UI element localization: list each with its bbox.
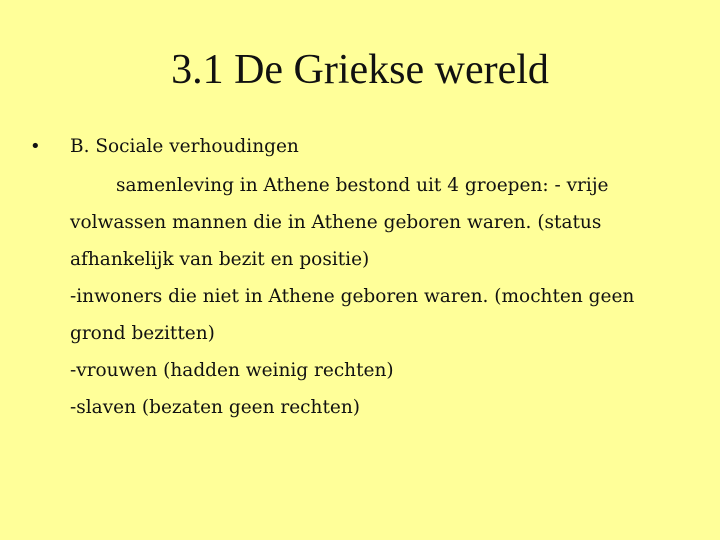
slide-title: 3.1 De Griekse wereld bbox=[171, 47, 549, 93]
bullet-marker-icon: • bbox=[30, 136, 41, 157]
paragraph-inwoners: -inwoners die niet in Athene geboren waren. (mochten geen grond bezitten) bbox=[70, 286, 635, 344]
slide-content bbox=[28, 128, 688, 426]
paragraph-slaven: -slaven (bezaten geen rechten) bbox=[70, 397, 360, 418]
bullet-heading: B. Sociale verhoudingen bbox=[70, 136, 299, 157]
paragraph-groups: samenleving in Athene bestond uit 4 groepen: - vrije volwassen mannen die in Athene geboren waren. (status afhankelijk van bezit en positie) bbox=[70, 175, 609, 270]
bullet-item bbox=[28, 128, 688, 165]
paragraph-vrouwen: -vrouwen (hadden weinig rechten) bbox=[70, 360, 394, 381]
